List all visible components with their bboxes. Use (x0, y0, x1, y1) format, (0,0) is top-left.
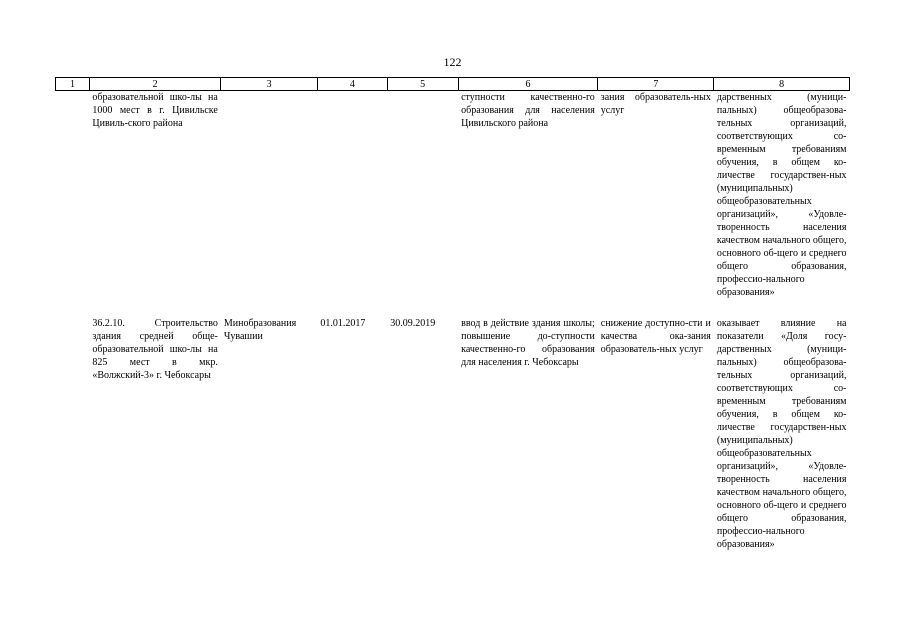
cell-end-date (387, 91, 458, 300)
cell-start-date (317, 91, 387, 300)
column-header-5: 5 (387, 78, 458, 91)
table-row (56, 317, 850, 551)
column-header-8: 8 (714, 78, 850, 91)
table-row (56, 91, 850, 300)
table-header-row (56, 78, 850, 91)
column-header-2: 2 (89, 78, 220, 91)
column-header-6: 6 (458, 78, 598, 91)
row-spacer (56, 299, 850, 317)
cell-event-name: образовательной шко-лы на 1000 мест в г. Цивильске Цивиль-ского района (92, 92, 218, 129)
column-header-1: 1 (56, 78, 90, 91)
cell-impact: дарственных (муници-пальных) общеобразова-тельных организаций, соответствующих со-временным требованиям обучения, в общем ко-личестве государствен-ных (муниципальных) общеобразовательных организаций», «Удовле-творенность населения качеством начального общего, основного об-щего и среднего общего образования, профессио-нального образования» (716, 92, 847, 298)
cell-end-date: 30.09.2019 (390, 318, 436, 329)
cell-number (56, 317, 90, 551)
cell-expected-result: ступности качественно-го образования для населения Цивильского района (461, 92, 595, 129)
cell-impact: оказывает влияние на показатели «Доля госу-дарственных (муници-пальных) общеобразова-тельных организаций, соответствующих со-временным требованиям обучения, в общем ко-личестве государствен-ных (муниципальных) общеобразовательных организаций», «Удовле-творенность населения качеством начального общего, основного об-щего и среднего общего образования, профессио-нального образования» (716, 318, 847, 550)
spacer-cell (56, 299, 850, 317)
column-header-3: 3 (221, 78, 318, 91)
cell-consequences: зания образователь-ных услуг (600, 92, 711, 116)
cell-executor: Минобразования Чувашии (223, 318, 297, 342)
cell-event-name: 36.2.10. Строительство здания средней обще-образовательной шко-лы на 825 мест в мкр. «Волжский-3» г. Чебоксары (92, 318, 218, 381)
cell-start-date: 01.01.2017 (320, 318, 366, 329)
column-header-7: 7 (598, 78, 714, 91)
cell-expected-result: ввод в действие здания школы; повышение до-ступности качественно-го образования для населения г. Чебоксары (461, 318, 595, 368)
column-header-4: 4 (317, 78, 387, 91)
program-table (55, 77, 850, 551)
cell-consequences: снижение доступно-сти и качества ока-зания образователь-ных услуг (600, 318, 711, 355)
page-number: 122 (443, 55, 462, 69)
cell-number (56, 91, 90, 300)
cell-executor (221, 91, 318, 300)
